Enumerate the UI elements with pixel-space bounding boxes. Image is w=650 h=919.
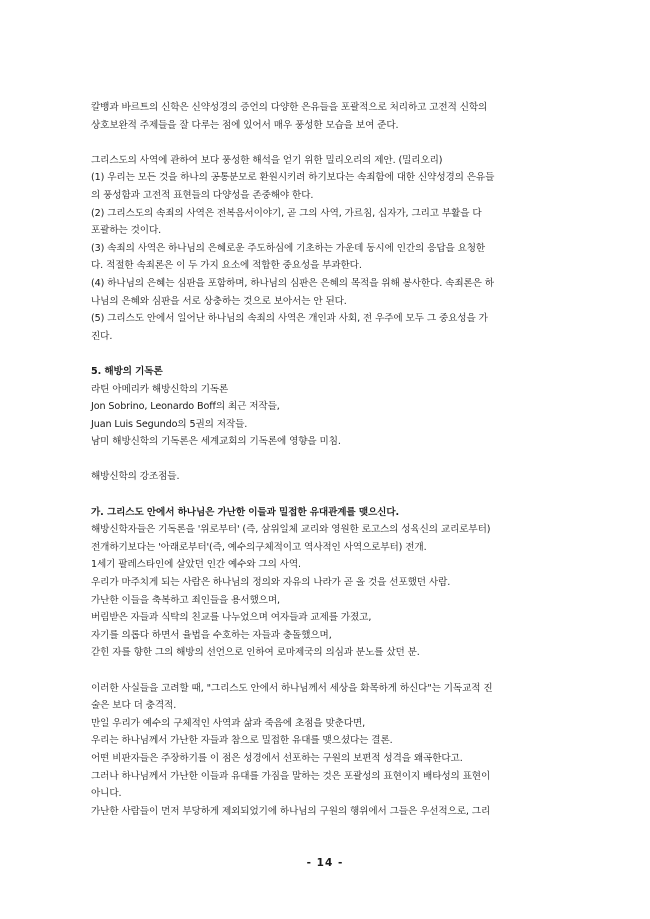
text-line: 다. 적절한 속죄론은 이 두 가지 요소에 적합한 중요성을 부과한다.	[91, 260, 362, 272]
text-line: (3) 속죄의 사역은 하나님의 은혜로운 주도하심에 기초하는 가운데 동시에 인간의 응답을 요청한	[91, 242, 486, 254]
text-line: 진다.	[91, 330, 113, 342]
text-line: 상호보완적 주제들을 잘 다루는 점에 있어서 매우 풍성한 모습을 보여 준다.	[91, 119, 399, 131]
text-line: 우리가 마주치게 되는 사람은 하나님의 정의와 자유의 나라가 곧 올 것을 선포했던 사람.	[91, 577, 451, 589]
text-line: 나님의 은혜와 심판을 서로 상충하는 것으로 보아서는 안 된다.	[91, 295, 347, 307]
text-line: 의 풍성함과 고전적 표현들의 다양성을 존중해야 한다.	[91, 189, 314, 201]
text-line: 남미 해방신학의 기독론은 세계교회의 기독론에 영향을 미침.	[91, 436, 341, 448]
paragraph	[91, 363, 563, 451]
paragraph-spacer	[91, 134, 563, 152]
text-line: 그러나 하나님께서 가난한 이들과 유대를 가짐을 말하는 것은 포괄성의 표현이지 배타성의 표현이	[91, 770, 491, 782]
section-heading: 가. 그리스도 안에서 하나님은 가난한 이들과 밀접한 유대관계를 맺으신다.	[91, 506, 400, 518]
text-line: Jon Sobrino, Leonardo Boff의 최근 저작들,	[91, 401, 280, 413]
paragraph-spacer	[91, 345, 563, 363]
paragraph	[91, 504, 563, 662]
paragraph	[91, 468, 563, 486]
text-line: 라틴 아메리카 해방신학의 기독론	[91, 383, 229, 395]
paragraph	[91, 99, 563, 134]
page-number: - 14 -	[306, 857, 344, 869]
text-line: (1) 우리는 모든 것을 하나의 공통분모로 환원시키려 하기보다는 속죄함에 대한 신약성경의 은유들	[91, 172, 495, 184]
text-line: 술은 보다 더 충격적.	[91, 700, 177, 712]
text-line: 전개하기보다는 '아래로부터'(즉, 예수의구체적이고 역사적인 사역으로부터) 전개.	[91, 541, 427, 553]
paragraph-spacer	[91, 662, 563, 680]
text-line: 가난한 이들을 축복하고 죄인들을 용서했으며,	[91, 594, 280, 606]
text-line: 아니다.	[91, 788, 122, 800]
document-body	[91, 99, 563, 820]
paragraph	[91, 152, 563, 346]
text-line: (2) 그리스도의 속죄의 사역은 전복음서이야기, 곧 그의 사역, 가르침, 십자가, 그리고 부활을 다	[91, 207, 482, 219]
text-line: 어떤 비판자들은 주장하기를 이 점은 성경에서 선포하는 구원의 보편적 성격을 왜곡한다고.	[91, 752, 463, 764]
text-line: 갇힌 자를 향한 그의 해방의 선언으로 인하여 로마제국의 의심과 분노를 샀던 분.	[91, 647, 420, 659]
text-line: 해방신학자들은 기독론을 '위로부터' (즉, 삼위일체 교리와 영원한 로고스의 성육신의 교리로부터)	[91, 524, 491, 536]
text-line: 1세기 팔레스타인에 살았던 인간 예수와 그의 사역.	[91, 559, 302, 571]
text-line: (5) 그리스도 안에서 일어난 하나님의 속죄의 사역은 개인과 사회, 전 우주에 모두 그 중요성을 가	[91, 313, 488, 325]
text-line: 해방신학의 강조점들.	[91, 471, 180, 483]
section-heading: 5. 해방의 기독론	[91, 365, 163, 377]
text-line: (4) 하나님의 은혜는 심판을 포함하며, 하나님의 심판은 은혜의 목적을 위해 봉사한다. 속죄론은 하	[91, 277, 494, 289]
text-line: 그리스도의 사역에 관하여 보다 풍성한 해석을 얻기 위한 밀리오리의 제안. (밀리오리)	[91, 154, 443, 166]
text-line: 포괄하는 것이다.	[91, 225, 162, 237]
text-line: 만일 우리가 예수의 구체적인 사역과 삶과 죽음에 초점을 맞춘다면,	[91, 717, 366, 729]
text-line: 이러한 사실들을 고려할 때, "그리스도 안에서 하나님께서 세상을 화목하게 하신다"는 기독교적 진	[91, 682, 493, 694]
paragraph	[91, 680, 563, 821]
text-line: 우리는 하나님께서 가난한 자들과 참으로 밀접한 유대를 맺으셨다는 결론.	[91, 735, 393, 747]
text-line: 가난한 사람들이 먼저 부당하게 제외되었기에 하나님의 구원의 행위에서 그들은 우선적으로, 그리	[91, 805, 491, 817]
text-line: 버림받은 자들과 식탁의 친교를 나누었으며 여자들과 교제를 가졌고,	[91, 612, 372, 624]
text-line: 칼뱅과 바르트의 신학은 신약성경의 증언의 다양한 은유들을 포괄적으로 처리하고 고전적 신학의	[91, 102, 488, 113]
paragraph-spacer	[91, 451, 563, 469]
text-line: Juan Luis Segundo의 5권의 저작들.	[91, 418, 248, 430]
text-line: 자기를 의롭다 하면서 율법을 수호하는 자들과 충돌했으며,	[91, 629, 332, 641]
paragraph-spacer	[91, 486, 563, 504]
